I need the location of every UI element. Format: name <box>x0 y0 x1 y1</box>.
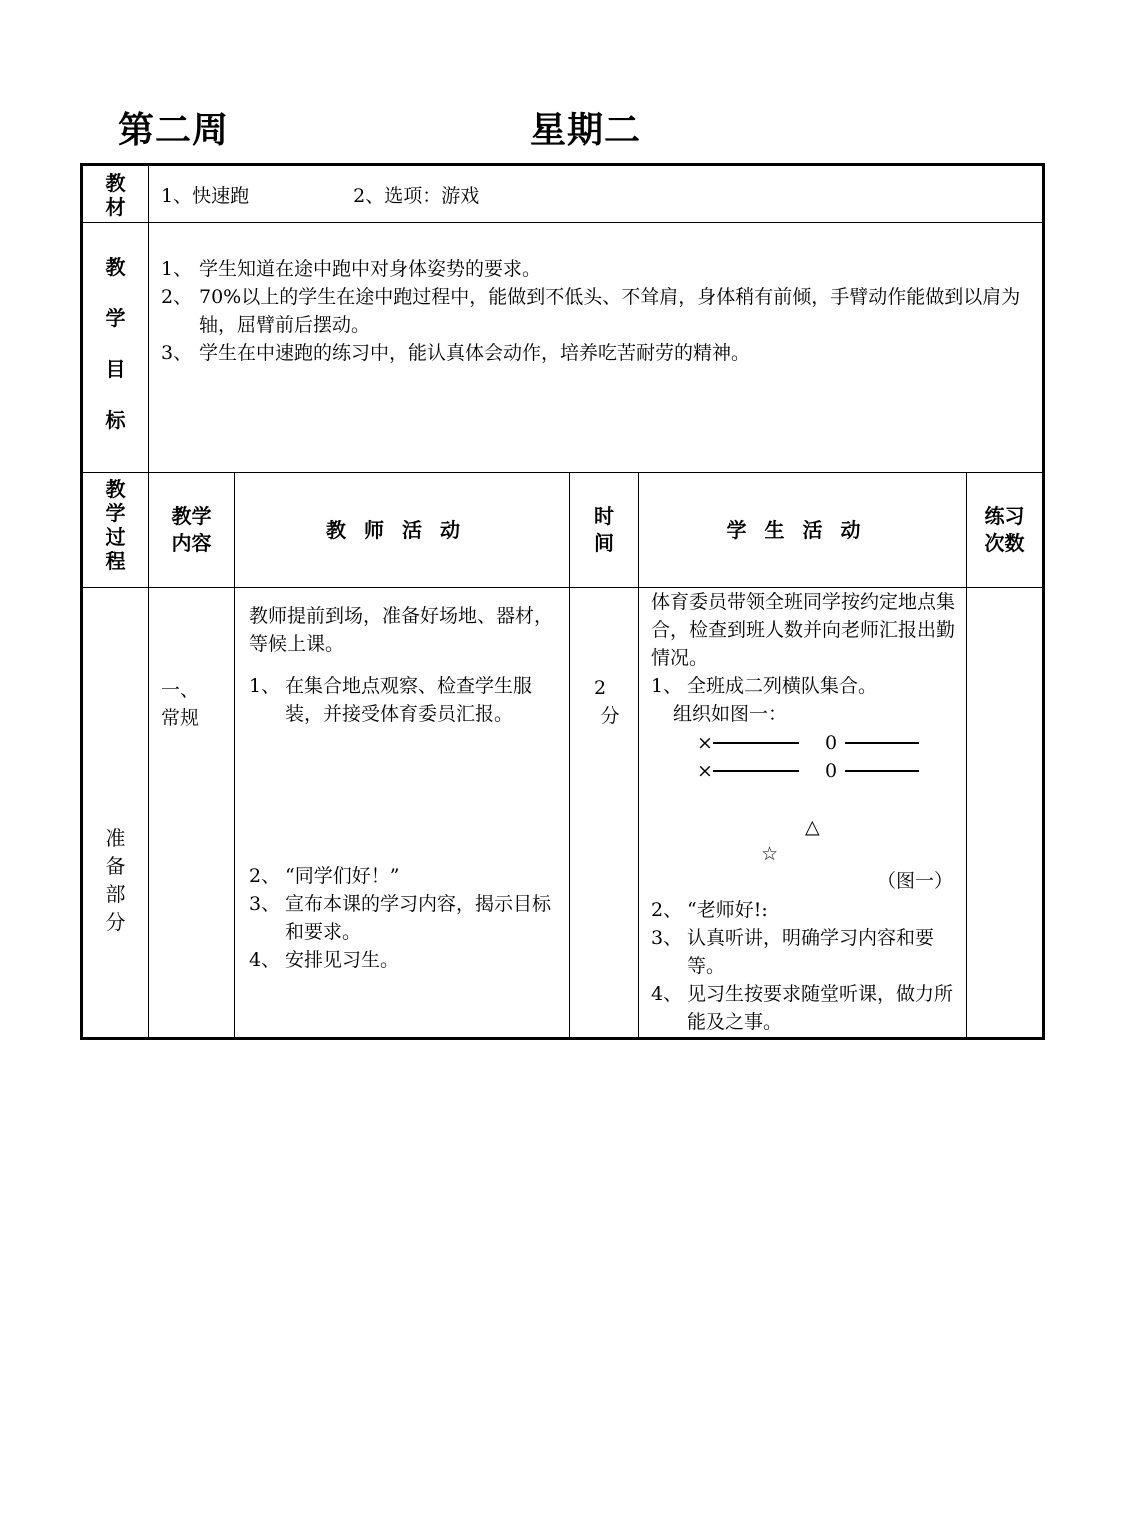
teacher-items-a <box>249 672 559 728</box>
prep-student-activity <box>639 588 967 1039</box>
list-item-text: 在集合地点观察、检查学生服装，并接受体育委员汇报。 <box>285 675 533 725</box>
student-row-1-o-marker: 0 <box>825 732 838 754</box>
row-2-right-line <box>845 770 919 772</box>
goals-row <box>82 223 1044 473</box>
student-activity-header: 学生活动 <box>639 473 967 588</box>
list-item <box>249 672 559 728</box>
student-row-2-marker: × <box>697 760 713 782</box>
list-item-number: 1、 <box>161 258 193 280</box>
list-item <box>249 862 559 890</box>
list-item-number: 4、 <box>249 949 281 971</box>
goal-list <box>161 255 1034 367</box>
reps-header: 练习 次数 <box>967 473 1044 588</box>
materials-row <box>82 165 1044 223</box>
list-item <box>651 980 960 1036</box>
list-item-text: “老师好!: <box>687 899 768 921</box>
day-title: 星期二 <box>530 110 642 151</box>
materials-content <box>149 165 1044 223</box>
material-item-1: 1、快速跑 <box>161 184 250 207</box>
list-item <box>249 890 559 946</box>
prep-reps <box>967 588 1044 1039</box>
student-row-1-marker: × <box>697 732 713 754</box>
prep-teacher-activity <box>235 588 570 1039</box>
star-marker: ☆ <box>761 843 779 865</box>
list-item-number: 2、 <box>161 286 193 308</box>
prep-section-label: 准 备 部 分 <box>82 588 149 1039</box>
teacher-items-b <box>249 862 559 974</box>
process-label: 教 学 过 程 <box>82 473 149 588</box>
list-item: 1、 全班成二列横队集合。 <box>651 675 878 697</box>
list-item <box>161 255 1034 283</box>
list-item-text: 学生在中速跑的练习中，能认真体会动作，培养吃苦耐劳的精神。 <box>199 342 751 364</box>
teacher-activity-header: 教师活动 <box>235 473 570 588</box>
triangle-marker: △ <box>805 816 820 838</box>
student-org: 组织如图一： <box>673 703 788 725</box>
week-title: 第二周 <box>118 110 230 151</box>
list-item <box>161 339 1034 367</box>
list-item-text: 70%以上的学生在途中跑过程中，能做到不低头、不耸肩，身体稍有前倾，手臂动作能做到以肩为轴，屈臂前后摆动。 <box>199 286 1021 336</box>
list-item-text: 学生知道在途中跑中对身体姿势的要求。 <box>199 258 542 280</box>
list-item-number: 3、 <box>249 893 281 915</box>
teacher-intro: 教师提前到场，准备好场地、器材，等候上课。 <box>249 605 554 655</box>
student-items-b <box>651 896 960 1036</box>
goals-label: 教 学 目 标 <box>82 223 149 473</box>
row-1-right-line <box>845 742 919 744</box>
list-item-number: 2、 <box>249 865 281 887</box>
formation-diagram <box>651 728 960 892</box>
list-item-text: 安排见习生。 <box>285 949 400 971</box>
material-item-2: 2、选项：游戏 <box>353 184 480 207</box>
list-item <box>651 896 960 924</box>
process-header-row <box>82 473 1044 588</box>
time-header: 时 间 <box>570 473 639 588</box>
row-1-left-line <box>713 742 799 744</box>
list-item <box>249 946 559 974</box>
prep-row <box>82 588 1044 1039</box>
list-item-number: 2、 <box>651 899 683 921</box>
list-item <box>161 283 1034 339</box>
figure-caption: （图一） <box>877 870 954 892</box>
prep-time: 2 分 <box>570 588 639 1039</box>
student-row-2-o-marker: 0 <box>825 760 838 782</box>
list-item-text: 认真听讲，明确学习内容和要等。 <box>687 927 935 977</box>
list-item-number: 4、 <box>651 983 683 1005</box>
prep-content: 一、 常规 <box>149 588 235 1039</box>
goals-content <box>149 223 1044 473</box>
list-item-text: 见习生按要求随堂听课，做力所能及之事。 <box>687 983 954 1033</box>
content-header: 教学 内容 <box>149 473 235 588</box>
student-intro: 体育委员带领全班同学按约定地点集合，检查到班人数并向老师汇报出勤情况。 <box>651 591 956 669</box>
list-item-number: 3、 <box>651 927 683 949</box>
list-item-text: “同学们好！” <box>285 865 400 887</box>
list-item-number: 3、 <box>161 342 193 364</box>
list-item <box>651 924 960 980</box>
lesson-plan-table <box>80 163 1045 1040</box>
list-item-number: 1、 <box>249 675 281 697</box>
row-2-left-line <box>713 770 799 772</box>
list-item-text: 宣布本课的学习内容，揭示目标和要求。 <box>285 893 552 943</box>
materials-label: 教 材 <box>82 165 149 223</box>
student-item-1-list <box>651 672 960 700</box>
